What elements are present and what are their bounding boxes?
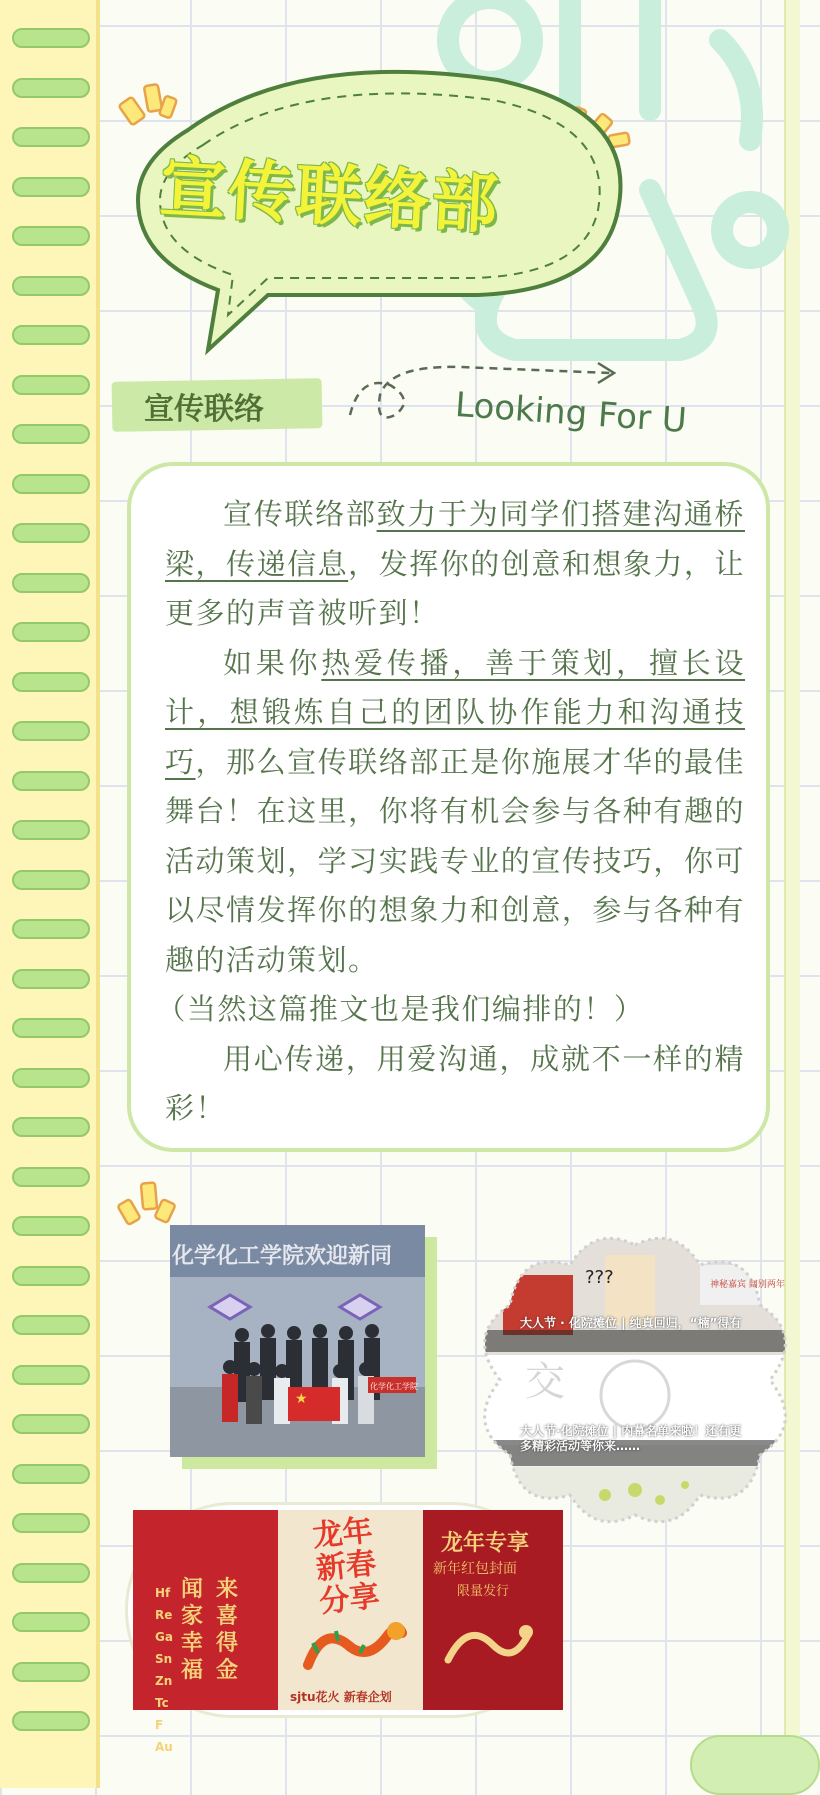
collage-caption-2: 大人节·化院摊位 | 内幕名单来啦！还有更多精彩活动等你来…… [520, 1424, 742, 1453]
poster-char: 金 [216, 1658, 239, 1683]
poster-element-symbol: Au [155, 1740, 173, 1754]
poster-element-symbol: F [155, 1718, 164, 1732]
flag-text: 化学化工学院 [370, 1382, 418, 1391]
group-photo-scene [170, 1277, 425, 1457]
poster-left-panel [133, 1510, 278, 1754]
poster-char: 来 [216, 1577, 239, 1602]
spine-ring [12, 1513, 90, 1533]
poster-element-symbol: Ga [155, 1630, 173, 1644]
poster-element-symbol: Zn [155, 1674, 173, 1688]
spine-ring [12, 721, 90, 741]
paragraph-text: （当然这篇推文也是我们编排的！） [156, 992, 645, 1026]
spine-ring [12, 573, 90, 593]
poster-element-symbol: Hf [155, 1586, 171, 1600]
poster-char: 家 [181, 1604, 204, 1629]
highlighted-phrase: 致力于为同学们搭建沟通桥梁，传递信息 [165, 497, 745, 581]
poster-mid-title: 龙年新春分享 [310, 1513, 382, 1620]
spine-ring [12, 1464, 90, 1484]
poster-middle-panel [278, 1510, 423, 1710]
spine-ring [12, 1563, 90, 1583]
intro-paragraph [165, 490, 745, 639]
poster-right-subtitle: 新年红包封面 [433, 1561, 517, 1577]
highlighted-phrase: 热爱传播，善于策划，擅长设计，想锻炼自己的团队协作能力和沟通技巧 [165, 645, 745, 779]
photo-banner: 化学化工学院欢迎新同 [170, 1225, 425, 1277]
collage-logo-text: 交 [525, 1359, 565, 1405]
poster-char: 闻 [181, 1577, 204, 1602]
poster-mid-subtitle: sjtu花火 新春企划 [290, 1690, 392, 1704]
poster-char: 喜 [216, 1604, 239, 1629]
intro-paragraph [156, 985, 745, 1035]
poster-element-symbol: Sn [155, 1652, 173, 1666]
collage-question: ??? [585, 1267, 614, 1288]
dragon-icon [298, 1605, 408, 1685]
poster-element-symbol: Tc [155, 1696, 169, 1710]
spine-ring [12, 276, 90, 296]
intro-text [156, 490, 745, 1134]
spine-ring [12, 1612, 90, 1632]
spine-ring [12, 78, 90, 98]
spine-ring [12, 226, 90, 246]
spine-ring [12, 523, 90, 543]
spine-ring [12, 1711, 90, 1731]
spine-ring [12, 177, 90, 197]
notebook-spine [0, 0, 100, 1788]
spine-ring [12, 127, 90, 147]
spine-ring [12, 1414, 90, 1434]
spine-ring [12, 622, 90, 642]
flower-collage [485, 1235, 785, 1525]
spine-ring [12, 325, 90, 345]
spine-ring [12, 474, 90, 494]
group-photo [170, 1225, 425, 1457]
poster-right-title: 龙年专享 [441, 1531, 530, 1556]
spine-ring [12, 1068, 90, 1088]
poster-char: 得 [216, 1631, 239, 1656]
spine-ring [12, 870, 90, 890]
poster-char: 幸 [181, 1631, 204, 1656]
poster-char: 福 [181, 1658, 204, 1683]
new-year-poster [128, 1505, 556, 1754]
decorative-pill [690, 1735, 820, 1795]
paragraph-text: ，发挥你的创意和想象力，让更多的声音被听到！ [165, 546, 745, 630]
spine-ring [12, 919, 90, 939]
spine-ring [12, 1117, 90, 1137]
spine-ring [12, 771, 90, 791]
spine-ring [12, 969, 90, 989]
spine-ring [12, 424, 90, 444]
spine-ring [12, 672, 90, 692]
spine-ring [12, 1315, 90, 1335]
dragon-silhouette-icon [438, 1610, 538, 1690]
spine-ring [12, 1365, 90, 1385]
spine-ring [12, 1018, 90, 1038]
poster-right-panel [423, 1510, 563, 1710]
paragraph-text: ，那么宣传联络部正是你施展才华的最佳舞台！在这里，你将有机会参与各种有趣的活动策划，学习实践专业的宣传技巧，你可以尽情发挥你的想象力和创意，参与各种有趣的活动策划。 [165, 744, 745, 977]
page-title: 宣传联络部 [157, 148, 502, 244]
tagline: Looking For U [453, 384, 688, 442]
spine-ring [12, 1662, 90, 1682]
svg-text:★: ★ [295, 1391, 308, 1407]
spine-ring [12, 28, 90, 48]
spine-ring [12, 820, 90, 840]
paragraph-text: 宣传联络部 [223, 497, 377, 531]
poster-element-symbol: Re [155, 1608, 173, 1622]
paragraph-text: 用心传递，用爱沟通，成就不一样的精彩！ [165, 1041, 745, 1125]
intro-paragraph [165, 639, 745, 986]
poster-right-tag: 限量发行 [457, 1584, 510, 1599]
spine-ring [12, 375, 90, 395]
section-label: 宣传联络 [144, 392, 264, 427]
paragraph-text: 如果你 [223, 645, 322, 680]
spine-ring [12, 1266, 90, 1286]
spine-ring [12, 1216, 90, 1236]
intro-paragraph [165, 1035, 745, 1134]
collage-caption-1: 大人节 · 化院摊位 | 纯真回归，“楠”得有 [520, 1316, 742, 1330]
collage-badge: 神秘嘉宾 阔别两年 [710, 1280, 785, 1290]
sparkle-icon [118, 1175, 178, 1230]
spine-ring [12, 1167, 90, 1187]
